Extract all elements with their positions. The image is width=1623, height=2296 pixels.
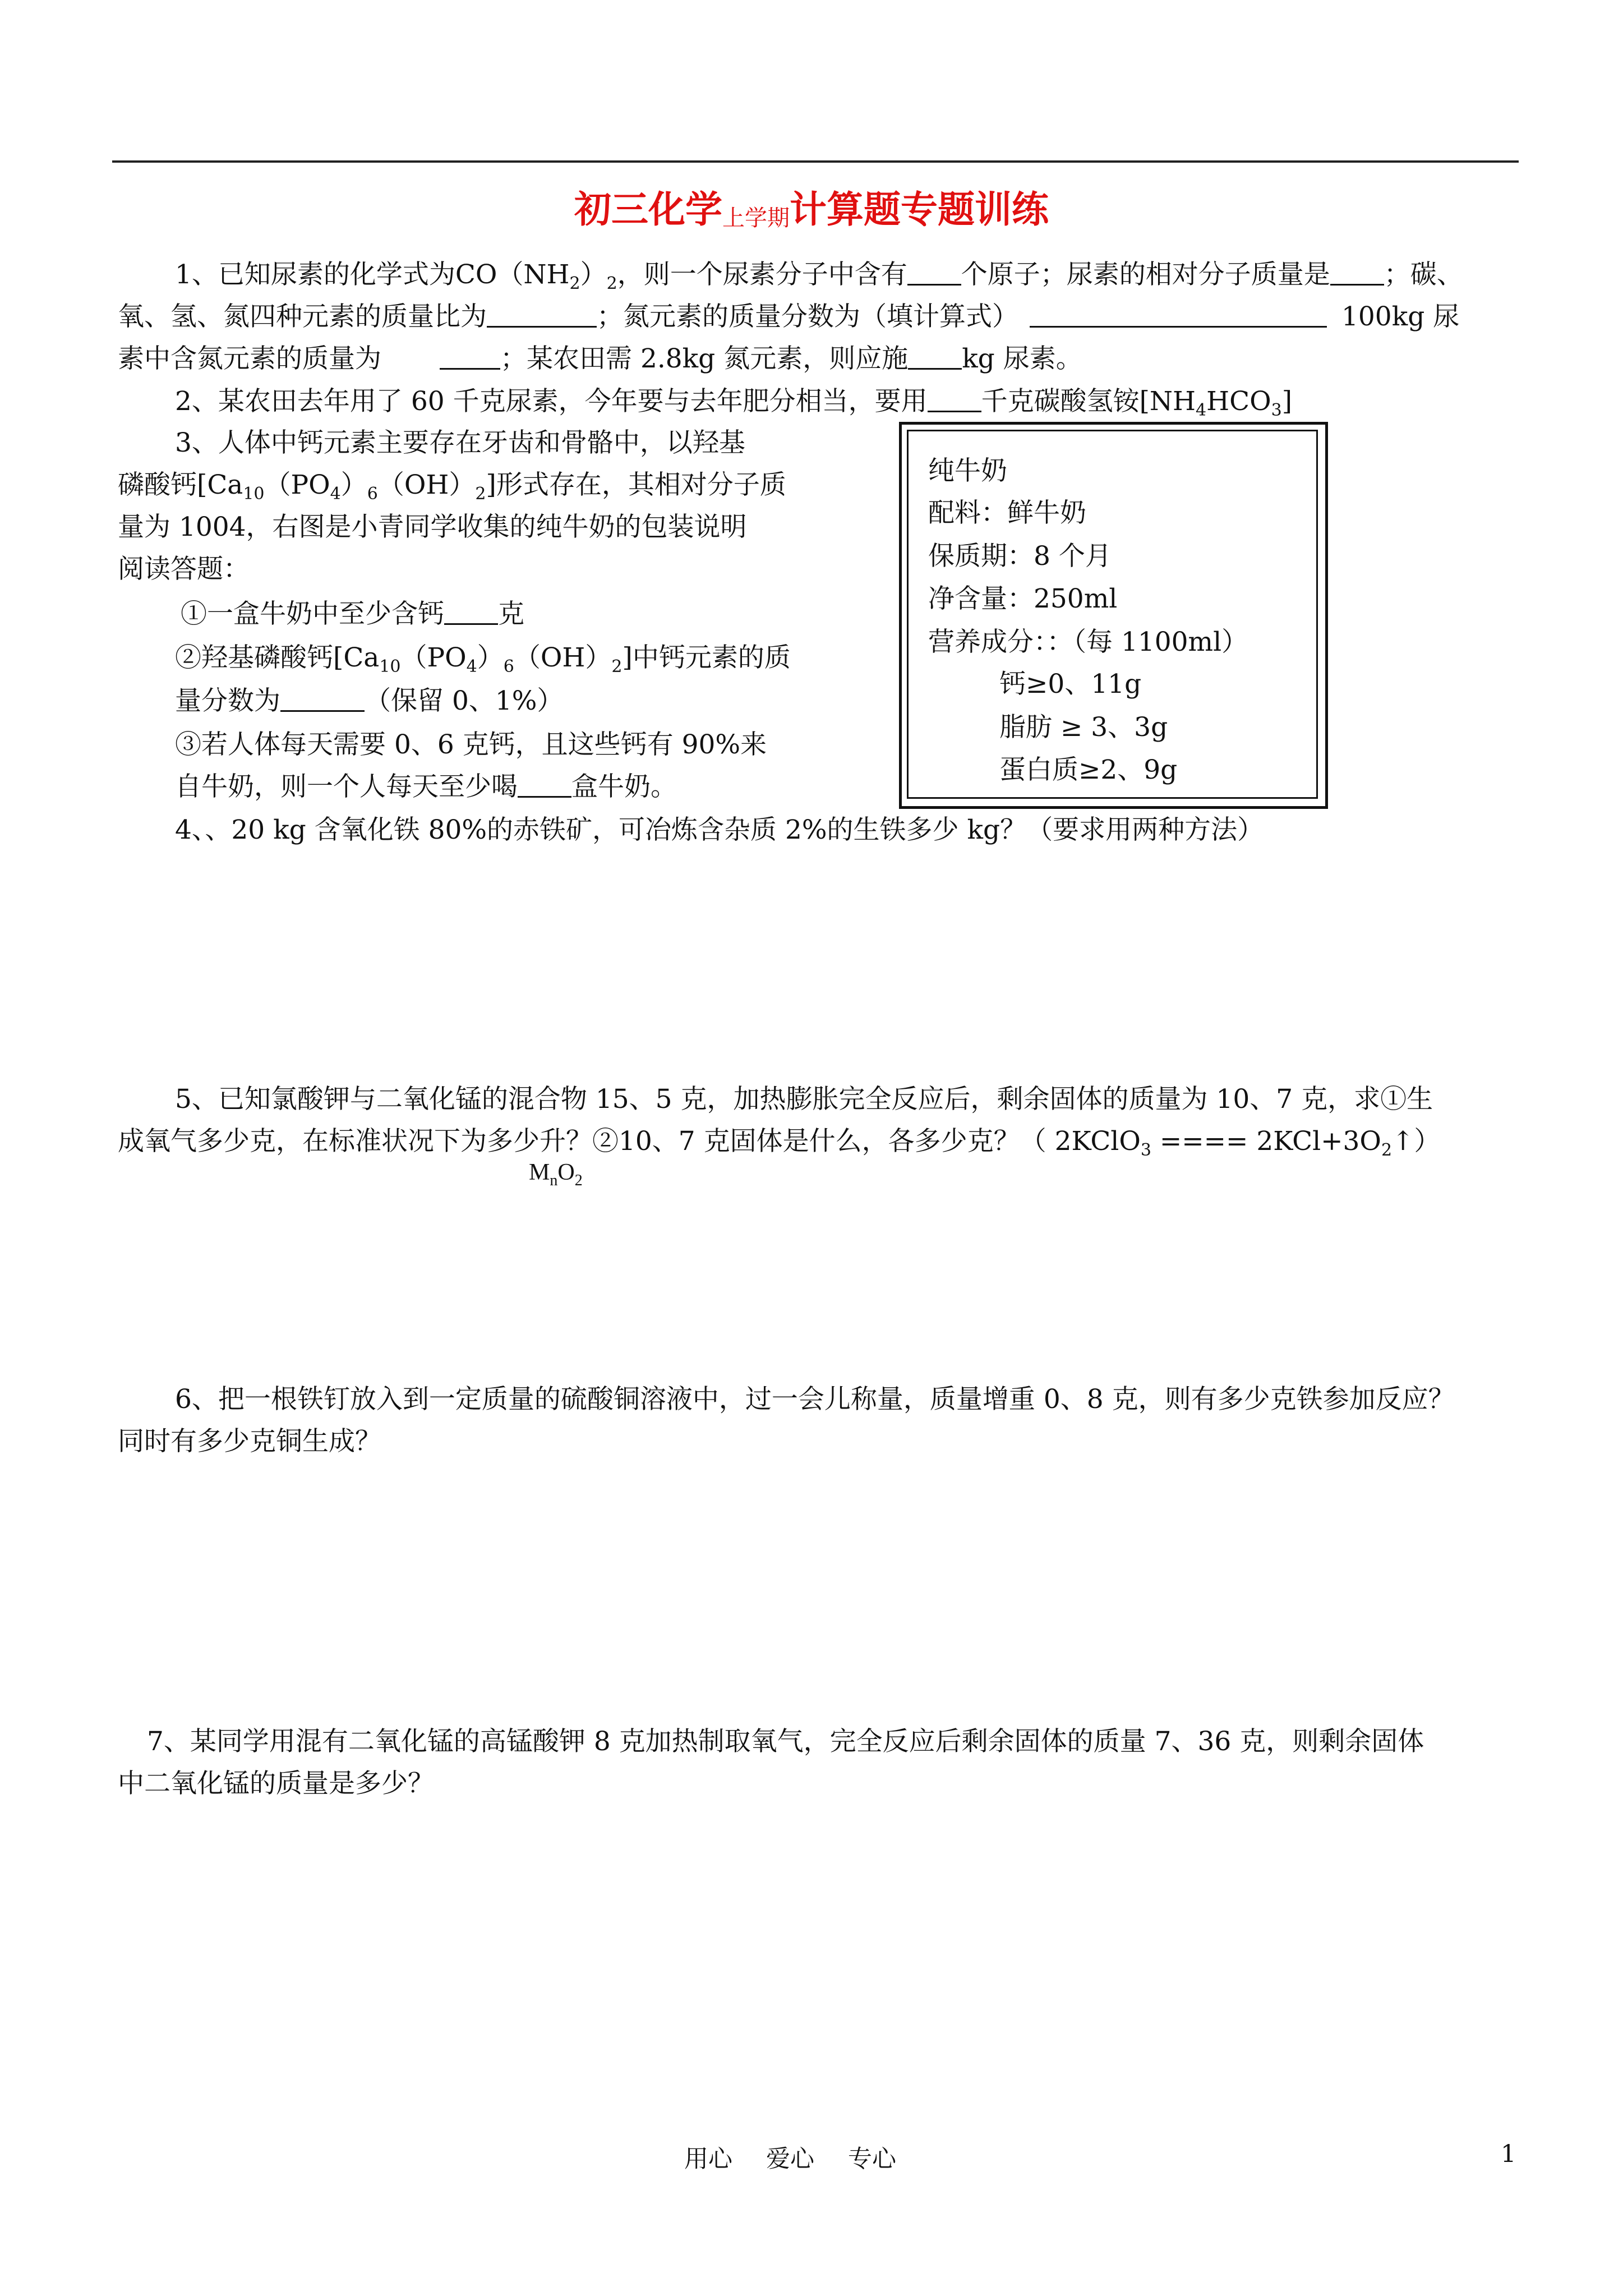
blank <box>440 343 500 370</box>
blank <box>928 386 981 412</box>
q5-line1: 5、已知氯酸钾与二氧化锰的混合物 15、5 克，加热膨胀完全反应后，剩余固体的质量为 10、7 克，求①生 <box>175 1084 1433 1115</box>
q4-line: 4、、20 kg 含氧化铁 80%的赤铁矿，可冶炼含杂质 2%的生铁多少 kg？（要求用两种方法） <box>175 815 1264 845</box>
milk-name: 纯牛奶 <box>928 455 1007 486</box>
blank <box>908 343 962 370</box>
q1-line3: 素中含氮元素的质量为 ；某农田需 2.8kg 氮元素，则应施 kg 尿素。 <box>118 343 1082 374</box>
blank <box>487 301 597 328</box>
milk-shelf-life: 保质期：8 个月 <box>928 541 1112 572</box>
q7-line1: 7、某同学用混有二氧化锰的高锰酸钾 8 克加热制取氧气，完全反应后剩余固体的质量 7、36 克，则剩余固体 <box>147 1726 1424 1757</box>
catalyst-label: $M_nO_2$ <box>529 1159 583 1189</box>
page-title <box>0 180 1623 233</box>
q3-sub3b: 自牛奶，则一个人每天至少喝 盒牛奶。 <box>175 771 677 802</box>
title-part: 初三化学 <box>574 187 722 231</box>
q1-line2: 氧、氢、氮四种元素的质量比为 ；氮元素的质量分数为（填计算式） 100kg 尿 <box>118 301 1460 332</box>
q3-sub2b: 量分数为 （保留 0、1%） <box>175 685 564 716</box>
q5-line2: 成氧气多少克，在标准状况下为多少升？②10、7 克固体是什么，各多少克？（ 2KClO$_3$ ==== $2KCl+3O_2↑$） <box>118 1126 1441 1160</box>
q3-line3: 量为 1004，右图是小青同学收集的纯牛奶的包装说明 <box>118 512 747 542</box>
q6-line1: 6、把一根铁钉放入到一定质量的硫酸铜溶液中，过一会儿称量，质量增重 0、8 克，则有多少克铁参加反应？ <box>175 1384 1455 1415</box>
q3-sub3a: ③若人体每天需要 0、6 克钙，且这些钙有 90%来 <box>175 729 767 760</box>
q7-line2: 中二氧化锰的质量是多少？ <box>118 1768 434 1799</box>
q3-line4: 阅读答题： <box>118 554 250 585</box>
title-part: 计算题专题训练 <box>790 187 1049 231</box>
milk-protein: 蛋白质≥2、9g <box>999 754 1178 785</box>
blank <box>444 599 498 625</box>
blank <box>1330 259 1384 286</box>
q1-line1: 1、已知尿素的化学式为$CO(NH_2)_2$，则一个尿素分子中含有 个原子；尿素的相对分子质量是 ；碳、 <box>175 259 1463 293</box>
q3-sub2: ②羟基磷酸钙$[Ca_{10}(PO_4)_6(OH)_2]$中钙元素的质 <box>175 642 791 677</box>
q3-line1: 3、人体中钙元素主要存在牙齿和骨骼中，以羟基 <box>175 427 745 458</box>
milk-net-content: 净含量：250ml <box>928 583 1118 614</box>
page-number: 1 <box>1501 2140 1516 2168</box>
q6-line2: 同时有多少克铜生成？ <box>118 1426 381 1457</box>
footer-motto: 用心 爱心 专心 <box>684 2145 896 2173</box>
milk-fat: 脂肪 ≥ 3、3g <box>999 712 1168 743</box>
milk-ingredients: 配料：鲜牛奶 <box>928 498 1086 528</box>
q3-line2: 磷酸钙$[Ca_{10}(PO_4)_6(OH)_2]$形式存在，其相对分子质 <box>118 470 786 504</box>
milk-nutrition-header: 营养成分：：（每 1100ml） <box>928 627 1248 657</box>
header-rule <box>112 160 1519 163</box>
q3-sub1: ①一盒牛奶中至少含钙 克 <box>181 599 524 629</box>
blank <box>1030 301 1327 328</box>
blank <box>280 685 365 712</box>
blank <box>518 771 571 798</box>
title-small: 上学期 <box>722 205 790 231</box>
blank <box>907 259 961 286</box>
q2-line: 2、某农田去年用了 60 千克尿素，今年要与去年肥分相当，要用 千克碳酸氢铵$[NH_4HCO_3]$ <box>175 386 1293 420</box>
milk-calcium: 钙≥0、11g <box>999 669 1142 700</box>
